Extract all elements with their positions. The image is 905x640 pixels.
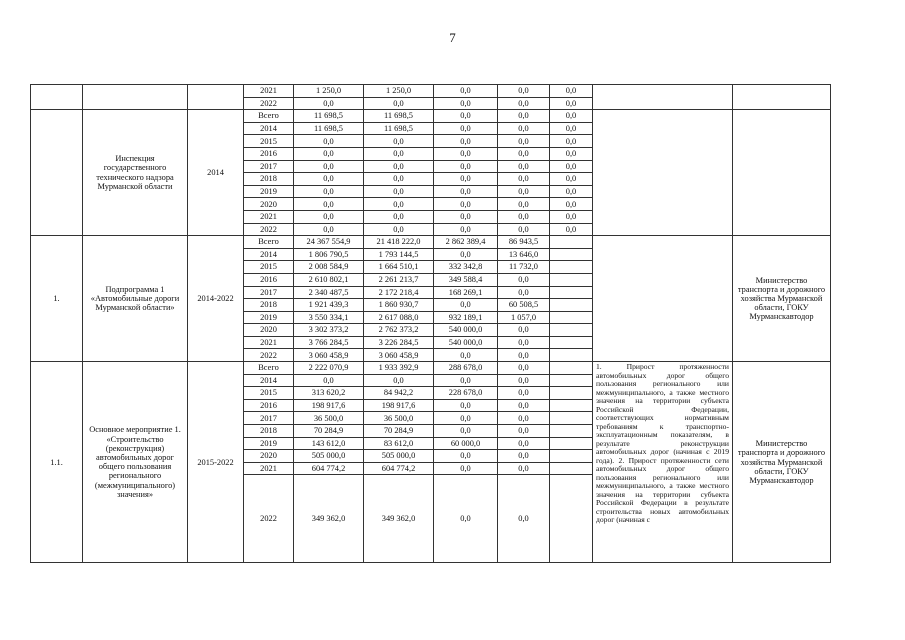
regional-budget-cell: 505 000,0 [364,450,434,463]
year-cell: 2014 [244,248,294,261]
federal-budget-cell: 0,0 [434,450,498,463]
year-cell: 2022 [244,475,294,563]
local-budget-cell: 0,0 [498,399,550,412]
year-cell: 2017 [244,160,294,173]
year-cell: 2022 [244,349,294,362]
local-budget-cell: 0,0 [498,387,550,400]
federal-budget-cell: 349 588,4 [434,273,498,286]
regional-budget-cell: 0,0 [364,223,434,236]
other-sources-cell: 0,0 [550,210,593,223]
total-cell: 3 302 373,2 [294,324,364,337]
local-budget-cell: 0,0 [498,475,550,563]
total-cell: 11 698,5 [294,122,364,135]
other-sources-cell [550,261,593,274]
year-cell: 2014 [244,122,294,135]
regional-budget-cell: 3 226 284,5 [364,336,434,349]
num-cell: 1.1. [31,362,83,563]
total-cell: 0,0 [294,210,364,223]
local-budget-cell: 86 943,5 [498,236,550,249]
other-sources-cell [550,374,593,387]
federal-budget-cell: 540 000,0 [434,324,498,337]
federal-budget-cell: 0,0 [434,412,498,425]
regional-budget-cell: 0,0 [364,374,434,387]
other-sources-cell [550,475,593,563]
regional-budget-cell: 2 762 373,2 [364,324,434,337]
total-cell: 2 340 487,5 [294,286,364,299]
federal-budget-cell: 0,0 [434,399,498,412]
total-cell: 349 362,0 [294,475,364,563]
local-budget-cell: 0,0 [498,412,550,425]
other-sources-cell [550,425,593,438]
federal-budget-cell: 0,0 [434,147,498,160]
year-cell: 2015 [244,135,294,148]
indicators-cell [593,85,733,110]
regional-budget-cell: 36 500,0 [364,412,434,425]
other-sources-cell [550,437,593,450]
total-cell: 70 284,9 [294,425,364,438]
year-cell: 2017 [244,286,294,299]
regional-budget-cell: 0,0 [364,135,434,148]
year-cell: 2015 [244,261,294,274]
total-cell: 3 766 284,5 [294,336,364,349]
federal-budget-cell: 0,0 [434,160,498,173]
year-cell: 2022 [244,97,294,110]
year-cell: 2016 [244,147,294,160]
year-cell: Всего [244,110,294,123]
year-cell: 2021 [244,85,294,98]
total-cell: 0,0 [294,198,364,211]
indicators-cell [593,236,733,362]
responsible-cell [733,110,831,236]
regional-budget-cell: 3 060 458,9 [364,349,434,362]
year-cell: Всего [244,362,294,375]
federal-budget-cell: 0,0 [434,462,498,475]
local-budget-cell: 0,0 [498,110,550,123]
federal-budget-cell: 540 000,0 [434,336,498,349]
total-cell: 11 698,5 [294,110,364,123]
year-cell: 2015 [244,387,294,400]
local-budget-cell: 0,0 [498,223,550,236]
local-budget-cell: 13 646,0 [498,248,550,261]
federal-budget-cell: 0,0 [434,135,498,148]
other-sources-cell [550,336,593,349]
other-sources-cell: 0,0 [550,122,593,135]
regional-budget-cell: 1 250,0 [364,85,434,98]
table-row [31,110,831,123]
other-sources-cell [550,399,593,412]
local-budget-cell: 0,0 [498,362,550,375]
other-sources-cell: 0,0 [550,97,593,110]
local-budget-cell: 0,0 [498,97,550,110]
total-cell: 2 610 802,1 [294,273,364,286]
federal-budget-cell: 0,0 [434,223,498,236]
federal-budget-cell: 0,0 [434,349,498,362]
regional-budget-cell: 0,0 [364,185,434,198]
indicators-cell [593,110,733,236]
total-cell: 1 806 790,5 [294,248,364,261]
local-budget-cell: 0,0 [498,173,550,186]
other-sources-cell [550,450,593,463]
other-sources-cell: 0,0 [550,223,593,236]
other-sources-cell [550,286,593,299]
total-cell: 0,0 [294,147,364,160]
federal-budget-cell: 60 000,0 [434,437,498,450]
regional-budget-cell: 1 664 510,1 [364,261,434,274]
regional-budget-cell: 0,0 [364,210,434,223]
year-cell: 2016 [244,399,294,412]
other-sources-cell: 0,0 [550,110,593,123]
period-cell [188,85,244,110]
regional-budget-cell: 0,0 [364,147,434,160]
federal-budget-cell: 0,0 [434,299,498,312]
federal-budget-cell: 0,0 [434,425,498,438]
federal-budget-cell: 0,0 [434,122,498,135]
period-cell: 2015-2022 [188,362,244,563]
local-budget-cell: 0,0 [498,324,550,337]
regional-budget-cell: 83 612,0 [364,437,434,450]
other-sources-cell [550,324,593,337]
regional-budget-cell: 1 860 930,7 [364,299,434,312]
year-cell: 2021 [244,336,294,349]
total-cell: 2 222 070,9 [294,362,364,375]
year-cell: 2016 [244,273,294,286]
page-number: 7 [449,30,456,45]
section-inspection [31,110,831,236]
num-cell [31,85,83,110]
total-cell: 604 774,2 [294,462,364,475]
local-budget-cell: 0,0 [498,437,550,450]
total-cell: 0,0 [294,135,364,148]
year-cell: Всего [244,236,294,249]
year-cell: 2020 [244,198,294,211]
name-cell: Инспекция государственного технического надзора Мурманской области [83,110,188,236]
federal-budget-cell: 0,0 [434,210,498,223]
budget-table [30,84,831,563]
total-cell: 3 060 458,9 [294,349,364,362]
regional-budget-cell: 11 698,5 [364,122,434,135]
regional-budget-cell: 604 774,2 [364,462,434,475]
year-cell: 2017 [244,412,294,425]
year-cell: 2020 [244,450,294,463]
table-row [31,85,831,98]
name-cell: Основное мероприятие 1. «Строительство (реконструкция) автомобильных дорог общего пользования регионального (межмуниципального) значения» [83,362,188,563]
federal-budget-cell: 0,0 [434,173,498,186]
regional-budget-cell: 0,0 [364,198,434,211]
local-budget-cell: 0,0 [498,147,550,160]
num-cell [31,110,83,236]
regional-budget-cell: 1 793 144,5 [364,248,434,261]
local-budget-cell: 0,0 [498,198,550,211]
regional-budget-cell: 349 362,0 [364,475,434,563]
total-cell: 24 367 554,9 [294,236,364,249]
total-cell: 313 620,2 [294,387,364,400]
local-budget-cell: 0,0 [498,185,550,198]
federal-budget-cell: 0,0 [434,198,498,211]
total-cell: 0,0 [294,173,364,186]
federal-budget-cell: 288 678,0 [434,362,498,375]
responsible-cell: Министерство транспорта и дорожного хозяйства Мурманской области, ГОКУ Мурманскавтодор [733,236,831,362]
year-cell: 2021 [244,210,294,223]
federal-budget-cell: 0,0 [434,475,498,563]
local-budget-cell: 0,0 [498,450,550,463]
year-cell: 2021 [244,462,294,475]
local-budget-cell: 0,0 [498,122,550,135]
federal-budget-cell: 0,0 [434,97,498,110]
total-cell: 143 612,0 [294,437,364,450]
total-cell: 1 250,0 [294,85,364,98]
federal-budget-cell: 0,0 [434,248,498,261]
year-cell: 2018 [244,299,294,312]
year-cell: 2019 [244,311,294,324]
local-budget-cell: 0,0 [498,336,550,349]
regional-budget-cell: 84 942,2 [364,387,434,400]
federal-budget-cell: 0,0 [434,185,498,198]
other-sources-cell [550,412,593,425]
year-cell: 2018 [244,173,294,186]
responsible-cell: Министерство транспорта и дорожного хозяйства Мурманской области, ГОКУ Мурманскавтодор [733,362,831,563]
other-sources-cell [550,299,593,312]
other-sources-cell [550,362,593,375]
other-sources-cell [550,273,593,286]
federal-budget-cell: 0,0 [434,85,498,98]
total-cell: 0,0 [294,185,364,198]
federal-budget-cell: 0,0 [434,374,498,387]
total-cell: 198 917,6 [294,399,364,412]
other-sources-cell [550,248,593,261]
period-cell: 2014 [188,110,244,236]
regional-budget-cell: 0,0 [364,160,434,173]
total-cell: 0,0 [294,223,364,236]
other-sources-cell: 0,0 [550,173,593,186]
local-budget-cell: 1 057,0 [498,311,550,324]
other-sources-cell: 0,0 [550,198,593,211]
responsible-cell [733,85,831,110]
num-cell: 1. [31,236,83,362]
local-budget-cell: 0,0 [498,349,550,362]
other-sources-cell [550,462,593,475]
local-budget-cell: 0,0 [498,462,550,475]
regional-budget-cell: 70 284,9 [364,425,434,438]
total-cell: 505 000,0 [294,450,364,463]
name-cell [83,85,188,110]
period-cell: 2014-2022 [188,236,244,362]
local-budget-cell: 0,0 [498,286,550,299]
regional-budget-cell: 0,0 [364,97,434,110]
regional-budget-cell: 2 617 088,0 [364,311,434,324]
regional-budget-cell: 11 698,5 [364,110,434,123]
total-cell: 1 921 439,3 [294,299,364,312]
section-continued [31,85,831,110]
section-activity-1-1 [31,362,831,563]
federal-budget-cell: 2 862 389,4 [434,236,498,249]
regional-budget-cell: 21 418 222,0 [364,236,434,249]
local-budget-cell: 0,0 [498,273,550,286]
section-subprogram-1 [31,236,831,362]
total-cell: 2 008 584,9 [294,261,364,274]
other-sources-cell [550,311,593,324]
local-budget-cell: 0,0 [498,135,550,148]
other-sources-cell [550,349,593,362]
total-cell: 3 550 334,1 [294,311,364,324]
federal-budget-cell: 932 189,1 [434,311,498,324]
local-budget-cell: 60 508,5 [498,299,550,312]
federal-budget-cell: 0,0 [434,110,498,123]
year-cell: 2018 [244,425,294,438]
other-sources-cell [550,236,593,249]
total-cell: 0,0 [294,374,364,387]
other-sources-cell: 0,0 [550,160,593,173]
local-budget-cell: 0,0 [498,425,550,438]
local-budget-cell: 11 732,0 [498,261,550,274]
year-cell: 2019 [244,185,294,198]
other-sources-cell: 0,0 [550,147,593,160]
federal-budget-cell: 168 269,1 [434,286,498,299]
table-row [31,236,831,249]
other-sources-cell [550,387,593,400]
regional-budget-cell: 198 917,6 [364,399,434,412]
total-cell: 36 500,0 [294,412,364,425]
other-sources-cell: 0,0 [550,85,593,98]
year-cell: 2022 [244,223,294,236]
federal-budget-cell: 228 678,0 [434,387,498,400]
year-cell: 2014 [244,374,294,387]
regional-budget-cell: 1 933 392,9 [364,362,434,375]
local-budget-cell: 0,0 [498,210,550,223]
indicators-cell: 1. Прирост протяженности автомобильных дорог общего пользования регионального или межмуниципального, а также местного значения на территории субъекта Российской Федерации, соответствующих нормативным требованиям к транспортно-эксплуатационным показателям, в результате реконструкции автомобильных дорог (начиная с 2019 года). 2. Прирост протяженности сети автомобильных дорог общего пользования регионального или межмуниципального, а также местного значения на территории субъекта Российской Федерации в результате строительства новых автомобильных дорог (начиная с [593,362,733,563]
other-sources-cell: 0,0 [550,135,593,148]
total-cell: 0,0 [294,160,364,173]
regional-budget-cell: 0,0 [364,173,434,186]
regional-budget-cell: 2 172 218,4 [364,286,434,299]
table-row [31,362,831,375]
local-budget-cell: 0,0 [498,85,550,98]
name-cell: Подпрограмма 1 «Автомобильные дороги Мурманской области» [83,236,188,362]
local-budget-cell: 0,0 [498,374,550,387]
other-sources-cell: 0,0 [550,185,593,198]
year-cell: 2019 [244,437,294,450]
federal-budget-cell: 332 342,8 [434,261,498,274]
local-budget-cell: 0,0 [498,160,550,173]
regional-budget-cell: 2 261 213,7 [364,273,434,286]
total-cell: 0,0 [294,97,364,110]
year-cell: 2020 [244,324,294,337]
